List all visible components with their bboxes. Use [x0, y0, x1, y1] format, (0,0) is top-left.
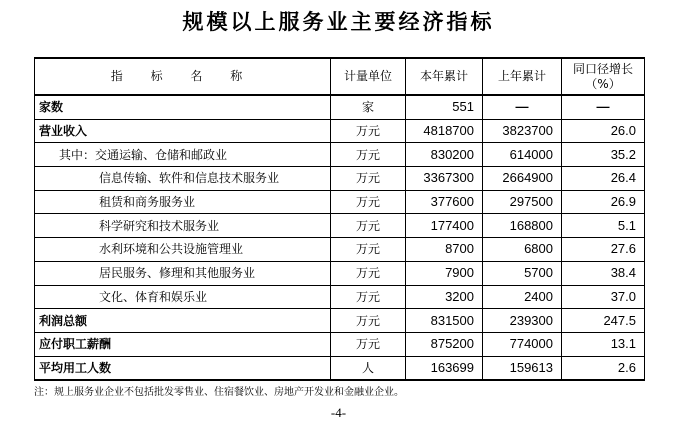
- row-name: 营业收入: [35, 119, 331, 143]
- row-current: 163699: [406, 356, 483, 380]
- row-name: 居民服务、修理和其他服务业: [35, 261, 331, 285]
- table-row: [35, 190, 645, 214]
- row-previous: 2400: [483, 285, 562, 309]
- row-growth: 2.6: [562, 356, 645, 380]
- row-unit: 万元: [331, 332, 406, 356]
- row-name: 家数: [35, 95, 331, 119]
- row-unit: 万元: [331, 285, 406, 309]
- header-indicator-name: 指 标 名 称: [35, 58, 331, 95]
- row-unit: 万元: [331, 119, 406, 143]
- row-current: 875200: [406, 332, 483, 356]
- row-current: 4818700: [406, 119, 483, 143]
- row-previous: 297500: [483, 190, 562, 214]
- row-unit: 万元: [331, 190, 406, 214]
- footnote: 注：规上服务业企业不包括批发零售业、住宿餐饮业、房地产开发业和金融业企业。: [34, 387, 404, 398]
- row-unit: 万元: [331, 167, 406, 191]
- row-name: 平均用工人数: [35, 356, 331, 380]
- row-name: 水利环境和公共设施管理业: [35, 238, 331, 262]
- header-previous-year: 上年累计: [483, 58, 562, 95]
- row-previous: 2664900: [483, 167, 562, 191]
- table-row: [35, 119, 645, 143]
- row-current: 377600: [406, 190, 483, 214]
- header-growth: [562, 58, 645, 95]
- row-unit: 万元: [331, 261, 406, 285]
- row-name: 利润总额: [35, 309, 331, 333]
- row-growth: 38.4: [562, 261, 645, 285]
- row-name: 信息传输、软件和信息技术服务业: [35, 167, 331, 191]
- row-current: 8700: [406, 238, 483, 262]
- row-previous: 239300: [483, 309, 562, 333]
- row-unit: 万元: [331, 214, 406, 238]
- row-current: 7900: [406, 261, 483, 285]
- row-growth: 5.1: [562, 214, 645, 238]
- row-growth: 247.5: [562, 309, 645, 333]
- row-growth: 26.9: [562, 190, 645, 214]
- table-row: [35, 214, 645, 238]
- row-name: 文化、体育和娱乐业: [35, 285, 331, 309]
- row-growth: 27.6: [562, 238, 645, 262]
- row-growth: —: [562, 95, 645, 119]
- row-growth: 37.0: [562, 285, 645, 309]
- row-previous: 774000: [483, 332, 562, 356]
- row-name: 租赁和商务服务业: [35, 190, 331, 214]
- row-unit: 人: [331, 356, 406, 380]
- header-growth-line1: 同口径增长: [572, 61, 633, 76]
- row-name: 科学研究和技术服务业: [35, 214, 331, 238]
- table-row: [35, 332, 645, 356]
- row-current: 831500: [406, 309, 483, 333]
- row-previous: 614000: [483, 143, 562, 167]
- row-current: 3367300: [406, 167, 483, 191]
- table-row: [35, 167, 645, 191]
- row-previous: —: [483, 95, 562, 119]
- row-growth: 26.0: [562, 119, 645, 143]
- header-current-year: 本年累计: [406, 58, 483, 95]
- row-growth: 26.4: [562, 167, 645, 191]
- row-name: 应付职工薪酬: [35, 332, 331, 356]
- page-number: -4-: [330, 405, 347, 420]
- row-growth: 13.1: [562, 332, 645, 356]
- table-row: [35, 143, 645, 167]
- table-row: [35, 261, 645, 285]
- row-current: 830200: [406, 143, 483, 167]
- row-name: 其中：交通运输、仓储和邮政业: [35, 143, 331, 167]
- row-previous: 6800: [483, 238, 562, 262]
- row-previous: 3823700: [483, 119, 562, 143]
- row-unit: 万元: [331, 143, 406, 167]
- row-current: 3200: [406, 285, 483, 309]
- row-previous: 168800: [483, 214, 562, 238]
- row-unit: 万元: [331, 238, 406, 262]
- table-row: [35, 356, 645, 380]
- table-row: [35, 285, 645, 309]
- row-unit: 家: [331, 95, 406, 119]
- table-row: [35, 95, 645, 119]
- row-previous: 159613: [483, 356, 562, 380]
- page-title: 规模以上服务业主要经济指标: [182, 9, 495, 34]
- row-current: 177400: [406, 214, 483, 238]
- row-previous: 5700: [483, 261, 562, 285]
- row-current: 551: [406, 95, 483, 119]
- row-growth: 35.2: [562, 143, 645, 167]
- table-row: [35, 238, 645, 262]
- header-unit: 计量单位: [331, 58, 406, 95]
- table-header-row: [35, 58, 645, 95]
- indicators-table: [34, 57, 645, 381]
- row-unit: 万元: [331, 309, 406, 333]
- table-row: [35, 309, 645, 333]
- header-growth-line2: （%）: [585, 76, 621, 91]
